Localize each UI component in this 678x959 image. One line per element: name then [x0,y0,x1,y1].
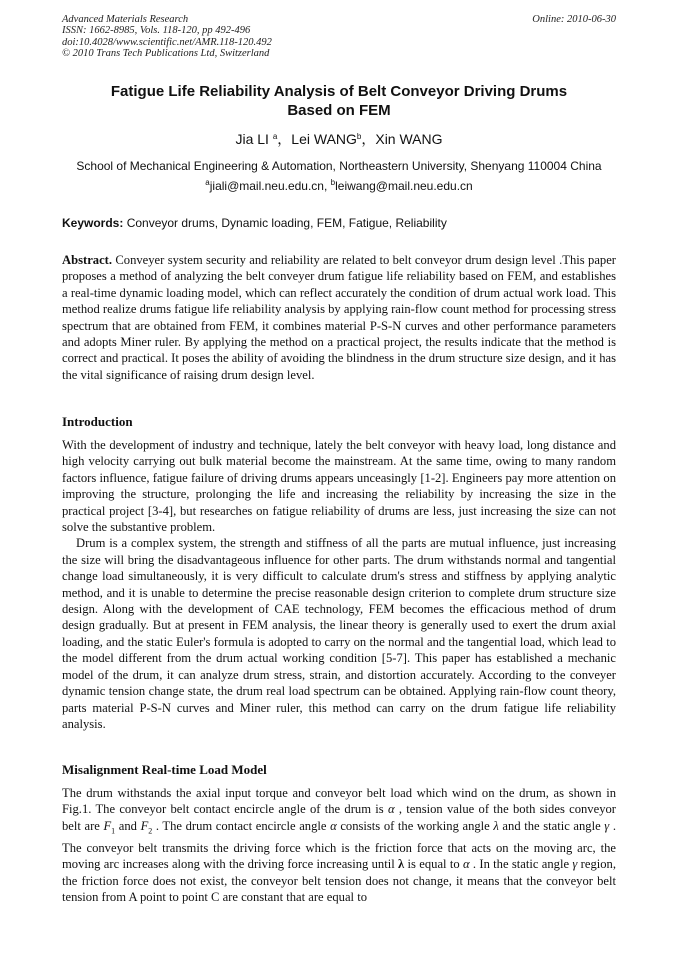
affiliation: School of Mechanical Engineering & Automation, Northeastern University, Shenyang 110004 China [76,159,602,173]
email-2: leiwang@mail.neu.edu.cn [335,179,473,193]
alpha-symbol: α [462,857,470,872]
doi-line: doi:10.4028/www.scientific.net/AMR.118-120.492 [62,36,272,48]
f2-symbol [140,818,153,836]
text-run: and [115,818,141,833]
f1-letter: F [103,818,112,833]
text-run: . The conveyor belt transmits the driving force which is the friction force that acts on the moving arc, the moving arc increases along with the driving force increasing until [62,818,617,872]
email-2-mark: b [330,178,336,187]
issn-line: ISSN: 1662-8985, Vols. 118-120, pp 492-496 [62,25,251,37]
intro-paragraph-1: With the development of industry and technique, lately the belt conveyor with heavy load, long distance and high velocity carrying out bulk material become the mainstream. At the same time, owing to many random factors influence, fatigue failure of driving drums appears unceasingly [1-2]. Engineers pay more attention on improving the structure, prolonging the life and increasing the reliability by increasing the size in the practical project [3-4], but researches on fatigue reliability of drums are less, just increasing the size can not solve the substantive problem. [62,438,616,535]
f1-subscript: 1 [111,826,116,836]
misalignment-heading: Misalignment Real-time Load Model [62,762,267,777]
text-run: The drum withstands the axial input torque and conveyor belt load which wind on the drum, as shown in Fig.1. The conveyor belt contact encircle angle of the drum is [62,786,616,817]
misalignment-paragraph [62,785,616,905]
author-separator: ， [277,131,292,147]
lambda-bold-symbol: λ [398,857,405,872]
author-1-mark: a [272,132,278,141]
text-run: consists of the working angle [336,818,494,833]
keywords [62,216,616,231]
email-1-mark: a [205,178,210,187]
paper-title [62,82,616,120]
online-date: Online: 2010-06-30 [532,14,616,25]
title-line-2: Based on FEM [287,102,391,119]
lambda-symbol: λ [493,818,499,833]
text-run: . In the static angle [469,857,573,872]
author-1: Jia LI [235,131,269,147]
introduction-section [62,437,616,732]
abstract-label: Abstract. [62,253,113,267]
author-separator: ， [361,131,376,147]
introduction-heading: Introduction [62,414,133,429]
copyright-line: © 2010 Trans Tech Publications Ltd, Switzerland [62,48,270,60]
misalignment-section [62,785,616,905]
text-run: and the static angle [498,818,605,833]
intro-paragraph-2: Drum is a complex system, the strength and stiffness of all the parts are mutual influence, just increasing the size will bring the disadvantageous influence for other parts. The drum withstands normal and tangential change load simultaneously, it is very difficult to calculate drum's stress and stiffness by applying analytic method, and it is unable to determine the precise reasonable design criterion to complete drum structure size design. Along with the development of CAE technology, FEM becomes the efficacious method of drum design gradually. But at present in FEM analysis, the linear theory is generally used to exert the drum axial loading, and the static Euler's formula is adopted to carry on the normal and the tangential load, which lead to the model different from the drum actual working condition [5-7]. This paper has established a mechanic model of the drum, it can analyze drum stress, strain, and distortion accurately. According to the conveyer dynamic tension change state, the drum real load spectrum can be obtained. Applying rain-flow count theory, parts material P-S-N curves and Miner ruler, this method can carry on the drum fatigue life reliability analysis. [62,536,616,731]
f2-letter: F [140,818,149,833]
alpha-symbol: α [387,802,395,817]
text-run: . The drum contact encircle angle [152,818,331,833]
f2-subscript: 2 [148,826,153,836]
gamma-symbol: γ [604,818,610,833]
f1-symbol [103,818,116,836]
gamma-symbol: γ [572,857,578,872]
text-run: region, the friction force does not exist, the conveyor belt tension does not change, it means that the conveyor belt tension from A point to point C are constant that are equal to [62,857,616,904]
text-run: is equal to [404,857,463,872]
title-line-1: Fatigue Life Reliability Analysis of Belt Conveyor Driving Drums [110,83,568,100]
journal-name: Advanced Materials Research [62,14,189,25]
author-2: Lei WANG [291,131,357,147]
abstract-text: Conveyer system security and reliability are related to belt conveyor drum design level .This paper proposes a method of analyzing the belt conveyer drum fatigue life reliability based on FEM, and establishes a real-time dynamic loading model, which can reflect accurately the condition of drum actual work load. This method realize drums fatigue life reliability analysis by applying rain-flow count method for processing stress spectrum that are obtained from FEM, it combines material P-S-N curves and other performance parameters and adopts Miner ruler. By applying the method on a practical project, the results indicate that the method is correct and practical. It poses the ability of avoiding the blindness in the drum structure size design, and it has the vital significance of raising drum design level. [62,253,616,382]
abstract [62,252,616,383]
email-1: jiali@mail.neu.edu.cn, [209,179,328,193]
text-run: , tension value of the both sides conveyor belt are [62,802,616,833]
keywords-text: Conveyor drums, Dynamic loading, FEM, Fatigue, Reliability [123,216,447,230]
author-list [62,130,616,148]
journal-header [62,14,616,60]
alpha-symbol: α [330,818,337,833]
author-2-mark: b [356,132,362,141]
author-3: Xin WANG [375,131,443,147]
keywords-label: Keywords: [62,216,124,230]
author-emails [62,179,616,194]
